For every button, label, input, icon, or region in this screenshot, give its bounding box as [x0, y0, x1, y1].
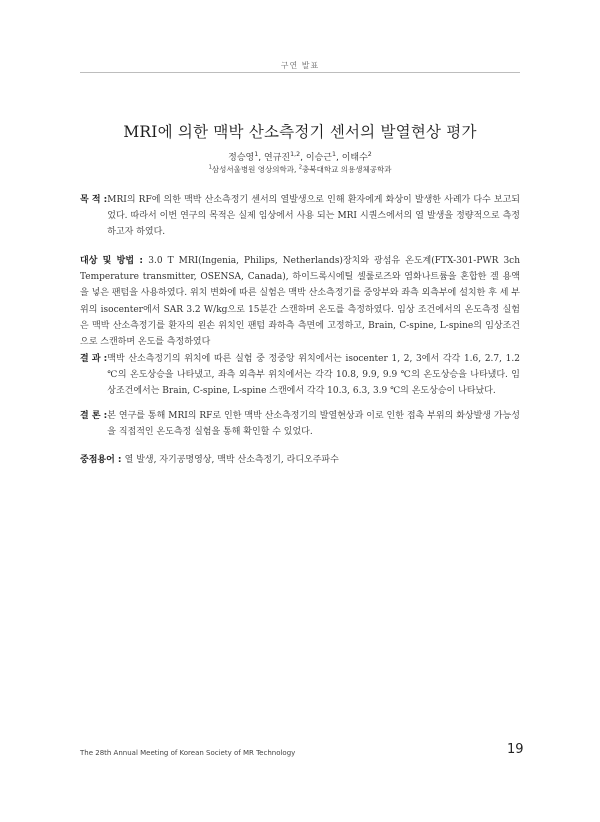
conclusion-text: 본 연구를 통해 MRI의 RF로 인한 맥박 산소측정기의 발열현상과 이로 인한 접촉 부위의 화상발생 가능성을 직접적인 온도측정 실험을 통해 확인할 수 있었다. [107, 411, 520, 438]
author-affiliation-marker: 2 [367, 151, 372, 158]
purpose-text: MRI의 RF에 의한 맥박 산소측정기 센서의 열발생으로 인해 환자에게 화상이 발생한 사례가 다수 보고되었다. 따라서 이번 연구의 목적은 실제 임상에서 사용 되는 MRI 시퀀스에서의 열 발생을 정량적으로 측정하고자 하였다. [107, 195, 520, 238]
affiliation: 충북대학교 의용생체공학과 [302, 165, 392, 174]
page-number: 19 [507, 742, 524, 757]
affiliation-list [0, 164, 600, 175]
results-section [80, 351, 520, 400]
keywords-label: 중점용어 : [80, 455, 125, 465]
author-separator: , [300, 153, 306, 163]
author-separator: , [258, 153, 265, 163]
author-name: 정승영 [228, 153, 255, 163]
author-list [0, 150, 600, 163]
author-name: 연규진 [264, 153, 291, 163]
affiliation-marker: 1 [208, 164, 212, 171]
methods-text: 3.0 T MRI(Ingenia, Philips, Netherlands)장치와 광섬유 온도계(FTX-301-PWR 3ch Temperature transmitter, OSENSA, Canada), 하이드록시에틸 셀룰로즈와 염화나트륨을 혼합한 겔 용액을 넣은 팬텀을 사용하였다. 위치 변화에 따른 실험은 맥박 산소측정기를 중앙부와 좌측 외측부에 설치한 후 세 부위의 isocenter에서 SAR 3.2 W/kg으로 15분간 스캔하며 온도를 측정하였다. 임상 조건에서의 온도측정 실험은 맥박 산소측정기를 환자의 왼손 위치인 팬텀 좌하측 측면에 고정하고, Brain, C-spine, L-spine의 임상조건으로 스캔하며 온도를 측정하였다 [80, 256, 521, 348]
author-name: 이태수 [341, 153, 368, 163]
conclusion-section [80, 408, 520, 440]
author-affiliation-marker: 1 [254, 151, 259, 158]
affiliation: 삼성서울병원 영상의학과, [211, 165, 299, 174]
meeting-footer: The 28th Annual Meeting of Korean Society of MR Technology [80, 749, 296, 757]
purpose-section [80, 192, 520, 241]
header-rule [80, 72, 520, 73]
paper-title: MRI에 의한 맥박 산소측정기 센서의 발열현상 평가 [123, 123, 477, 141]
conclusion-label: 결 론 : [80, 411, 108, 421]
author-affiliation-marker: 1,2 [290, 151, 301, 158]
affiliation-marker: 2 [298, 164, 303, 171]
results-text: 맥박 산소측정기의 위치에 따른 실험 중 정중앙 위치에서는 isocenter 1, 2, 3에서 각각 1.6, 2.7, 1.2 ℃의 온도상승을 나타냈고, 좌측 외측부 위치에서는 각각 10.8, 9.9, 9.9 ℃의 온도상승을 나타냈다. 임상조건에서는 Brain, C-spine, L-spine 스캔에서 각각 10.3, 6.3, 3.9 ℃의 온도상승이 나타났다. [107, 354, 520, 397]
author-name: 이승근 [305, 153, 332, 163]
keywords-section [80, 452, 520, 468]
methods-label: 대상 및 방법 : [80, 256, 149, 266]
author-affiliation-marker: 1 [331, 151, 336, 158]
methods-section [80, 253, 520, 350]
author-separator: , [335, 153, 342, 163]
keywords-text: 열 발생, 자기공명영상, 맥박 산소측정기, 라디오주파수 [124, 455, 339, 465]
running-header: 구연 발표 [280, 61, 320, 70]
purpose-label: 목 적 : [80, 195, 108, 205]
results-label: 결 과 : [80, 354, 108, 364]
